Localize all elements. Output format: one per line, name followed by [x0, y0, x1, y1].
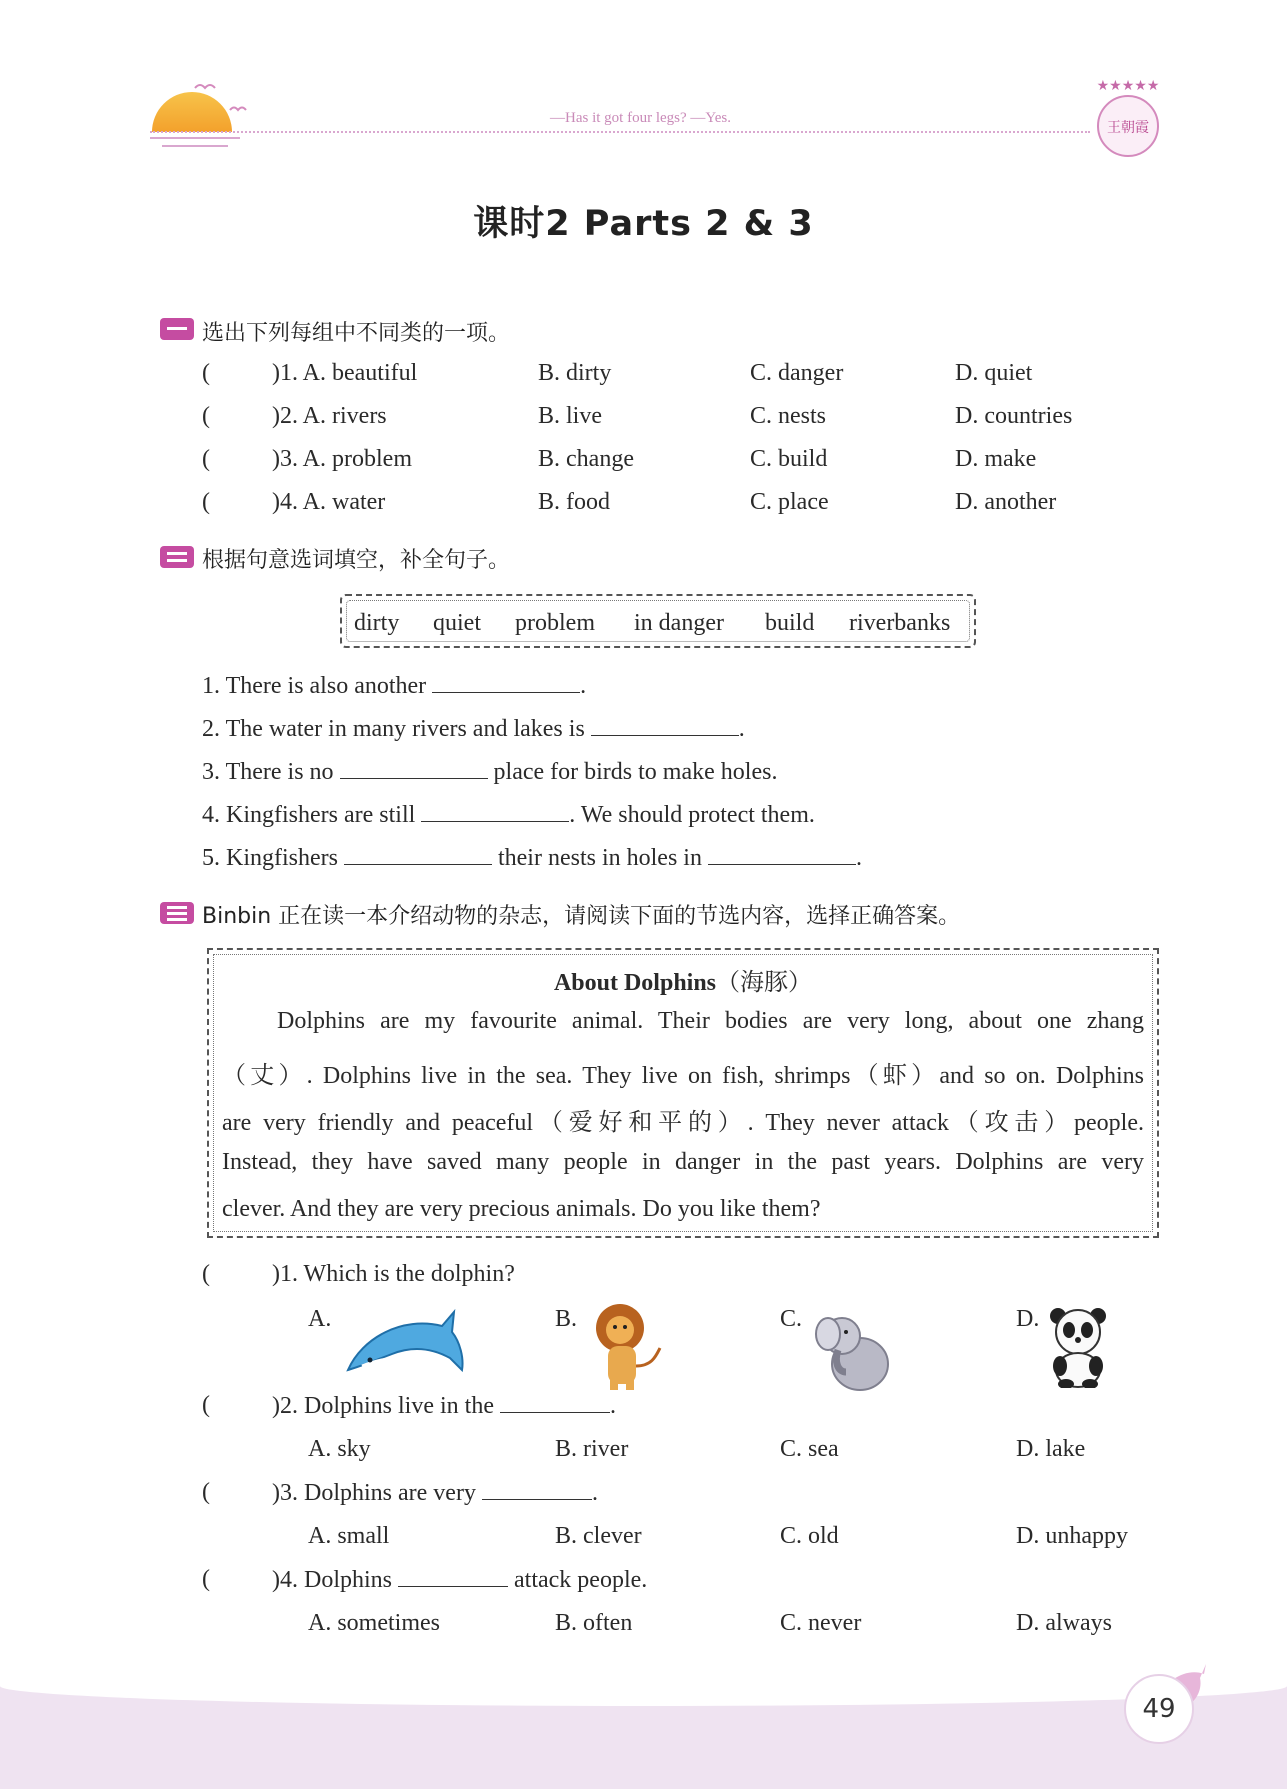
passage-line: （丈）. Dolphins live in the sea. They live on fish, shrimps（虾）and so on. Dolphins [222, 1063, 1144, 1089]
answer-paren[interactable]: ( [202, 446, 210, 472]
question-3-option-c: C. build [750, 446, 828, 472]
answer-blank[interactable] [482, 1479, 592, 1500]
elephant-icon[interactable] [812, 1306, 896, 1394]
q3-option-a: A. small [308, 1523, 390, 1549]
answer-paren[interactable]: ( [202, 1479, 210, 1505]
q1-option-c: C. [780, 1306, 803, 1332]
decoration-line [150, 137, 240, 139]
word-bank-item: build [765, 610, 815, 636]
section-three-heading: Binbin 正在读一本介绍动物的杂志，请阅读下面的节选内容，选择正确答案。 [202, 904, 961, 929]
q2-option-b: B. river [555, 1436, 629, 1462]
passage-line: are very friendly and peaceful（爱好和平的）. They never attack（攻击）people. [222, 1110, 1144, 1136]
lion-icon[interactable] [586, 1300, 666, 1392]
question-2-option-d: D. countries [955, 403, 1073, 429]
answer-blank[interactable] [591, 715, 739, 736]
question-4-option-b: B. food [538, 489, 610, 515]
fill-sentence-3: 3. There is no place for birds to make holes. [202, 759, 778, 785]
q3-option-b: B. clever [555, 1523, 642, 1549]
fill-sentence-5: 5. Kingfishers their nests in holes in . [202, 845, 862, 871]
svg-text:★★★★★: ★★★★★ [1096, 78, 1160, 94]
section-one-heading: 选出下列每组中不同类的一项。 [202, 321, 511, 346]
question-3-option-d: D. make [955, 446, 1037, 472]
section-two-heading: 根据句意选词填空，补全句子。 [202, 548, 511, 573]
answer-blank[interactable] [500, 1392, 610, 1413]
word-bank-item: quiet [433, 610, 481, 636]
q4-option-b: B. often [555, 1610, 633, 1636]
passage-line: clever. And they are very precious animals. Do you like them? [222, 1196, 821, 1222]
reading-question-2: )2. Dolphins live in the . [272, 1393, 616, 1419]
q1-option-d: D. [1016, 1306, 1040, 1332]
q2-option-d: D. lake [1016, 1436, 1086, 1462]
q3-option-c: C. old [780, 1523, 839, 1549]
fill-sentence-4: 4. Kingfishers are still . We should protect them. [202, 802, 815, 828]
answer-paren[interactable]: ( [202, 1392, 210, 1418]
answer-blank[interactable] [432, 672, 580, 693]
answer-paren[interactable]: ( [202, 1261, 210, 1287]
question-2-option-b: B. live [538, 403, 602, 429]
panda-icon[interactable] [1048, 1304, 1112, 1388]
question-4-option-c: C. place [750, 489, 829, 515]
dolphin-icon[interactable] [342, 1308, 468, 1380]
page-title: 课时2 Parts 2 & 3 [473, 204, 814, 244]
question-1-option-c: C. danger [750, 360, 844, 386]
word-bank-item: in danger [634, 610, 724, 636]
word-bank-item: dirty [354, 610, 400, 636]
passage-line: Dolphins are my favourite animal. Their bodies are very long, about one zhang [277, 1008, 1144, 1034]
decoration-line [162, 145, 228, 147]
q4-option-d: D. always [1016, 1610, 1112, 1636]
fill-sentence-2: 2. The water in many rivers and lakes is . [202, 716, 745, 742]
reading-question-1: )1. Which is the dolphin? [272, 1261, 515, 1287]
header-divider [150, 131, 1090, 133]
q1-option-a: A. [308, 1306, 332, 1332]
word-bank-item: problem [515, 610, 595, 636]
answer-blank[interactable] [340, 758, 488, 779]
answer-blank[interactable] [344, 844, 492, 865]
question-1-option-d: D. quiet [955, 360, 1033, 386]
passage-title: About Dolphins（海豚） [553, 970, 813, 996]
answer-paren[interactable]: ( [202, 1566, 210, 1592]
q4-option-c: C. never [780, 1610, 862, 1636]
question-1-option-b: B. dirty [538, 360, 612, 386]
q3-option-d: D. unhappy [1016, 1523, 1128, 1549]
answer-paren[interactable]: ( [202, 403, 210, 429]
q2-option-c: C. sea [780, 1436, 839, 1462]
section-one-badge [160, 318, 194, 340]
question-2-option-a: )2. A. rivers [272, 403, 387, 429]
passage-line: Instead, they have saved many people in danger in the past years. Dolphins are very [222, 1149, 1144, 1175]
header-text: —Has it got four legs? —Yes. [550, 110, 731, 126]
q1-option-b: B. [555, 1306, 578, 1332]
reading-question-4: )4. Dolphins attack people. [272, 1567, 648, 1593]
answer-paren[interactable]: ( [202, 360, 210, 386]
answer-blank[interactable] [708, 844, 856, 865]
question-4-option-d: D. another [955, 489, 1057, 515]
question-3-option-b: B. change [538, 446, 634, 472]
page-number: 49 [1124, 1674, 1194, 1744]
question-1-option-a: )1. A. beautiful [272, 360, 418, 386]
logo-text: 王朝霞 [1107, 120, 1149, 136]
answer-paren[interactable]: ( [202, 489, 210, 515]
q4-option-a: A. sometimes [308, 1610, 440, 1636]
bird-icon [190, 80, 250, 120]
section-two-badge [160, 546, 194, 568]
publisher-logo [1088, 76, 1168, 166]
q2-option-a: A. sky [308, 1436, 371, 1462]
word-bank-item: riverbanks [849, 610, 951, 636]
question-2-option-c: C. nests [750, 403, 827, 429]
section-three-badge [160, 902, 194, 924]
answer-blank[interactable] [398, 1566, 508, 1587]
fill-sentence-1: 1. There is also another . [202, 673, 587, 699]
question-4-option-a: )4. A. water [272, 489, 386, 515]
footer-wave-decoration [0, 1666, 1287, 1706]
question-3-option-a: )3. A. problem [272, 446, 412, 472]
reading-question-3: )3. Dolphins are very . [272, 1480, 598, 1506]
answer-blank[interactable] [421, 801, 569, 822]
